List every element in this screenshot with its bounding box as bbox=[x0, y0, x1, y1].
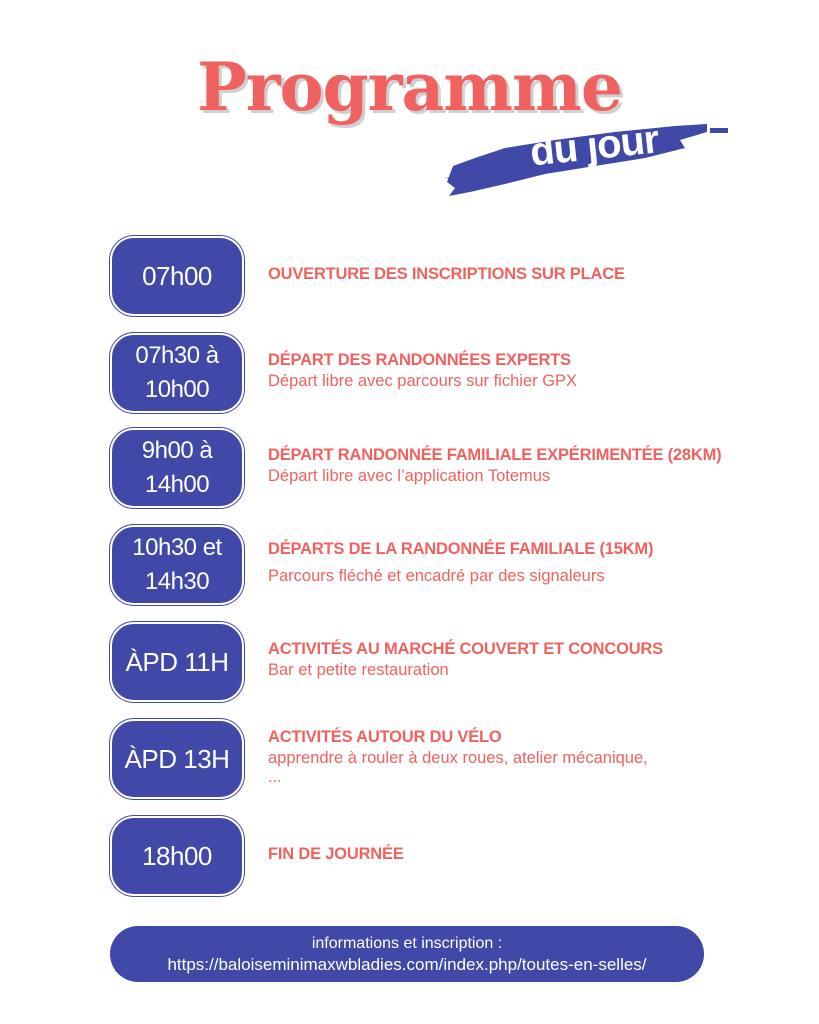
schedule-row bbox=[110, 333, 800, 409]
time-label: 14h00 bbox=[144, 471, 210, 498]
time-pill bbox=[110, 333, 244, 413]
time-label: 07h30 à bbox=[135, 342, 219, 369]
event-heading: ACTIVITÉS AU MARCHÉ COUVERT ET CONCOURS bbox=[268, 640, 663, 658]
schedule-row bbox=[110, 622, 800, 698]
registration-link[interactable]: https://baloiseminimaxwbladies.com/index.php/toutes-en-selles/ bbox=[167, 955, 647, 974]
time-pill bbox=[110, 622, 244, 702]
time-label: 10h30 et bbox=[132, 534, 222, 561]
event-heading: DÉPART RANDONNÉE FAMILIALE EXPÉRIMENTÉE (28KM) bbox=[268, 446, 722, 464]
event-description: Bar et petite restauration bbox=[268, 661, 449, 679]
time-label: ÀPD 13H bbox=[124, 744, 230, 774]
time-label: 18h00 bbox=[142, 841, 212, 871]
time-pill bbox=[110, 525, 244, 605]
time-label: 10h00 bbox=[144, 376, 210, 403]
schedule-row bbox=[110, 525, 800, 601]
schedule-row bbox=[110, 236, 800, 312]
event-heading: OUVERTURE DES INSCRIPTIONS SUR PLACE bbox=[268, 264, 625, 283]
event-heading: FIN DE JOURNÉE bbox=[268, 844, 404, 863]
info-footer bbox=[110, 926, 704, 982]
event-description: Parcours fléché et encadré par des signaleurs bbox=[268, 567, 605, 585]
event-heading: DÉPART DES RANDONNÉES EXPERTS bbox=[268, 351, 571, 369]
time-pill bbox=[110, 719, 244, 799]
time-label: 07h00 bbox=[142, 261, 212, 291]
event-description: Départ libre avec l’application Totemus bbox=[268, 467, 551, 485]
time-label: ÀPD 11H bbox=[125, 647, 229, 677]
time-pill bbox=[110, 816, 244, 896]
time-label: 14h30 bbox=[144, 568, 210, 595]
event-heading: DÉPARTS DE LA RANDONNÉE FAMILIALE (15KM) bbox=[268, 540, 654, 558]
schedule-row bbox=[110, 428, 800, 504]
event-heading: ACTIVITÉS AUTOUR DU VÉLO bbox=[268, 727, 502, 746]
schedule-row bbox=[110, 816, 800, 892]
info-label: informations et inscription : bbox=[311, 935, 503, 952]
page-subtitle: du jour bbox=[528, 117, 661, 175]
schedule-row bbox=[110, 719, 800, 795]
time-pill bbox=[110, 428, 244, 508]
time-pill bbox=[110, 236, 244, 316]
subtitle-brush-banner bbox=[445, 118, 735, 198]
event-description: Départ libre avec parcours sur fichier GPX bbox=[268, 372, 578, 390]
time-label: 9h00 à bbox=[141, 437, 213, 464]
page-title: Programme bbox=[197, 48, 622, 126]
event-description: apprendre à rouler à deux roues, atelier mécanique, ... bbox=[268, 748, 648, 786]
